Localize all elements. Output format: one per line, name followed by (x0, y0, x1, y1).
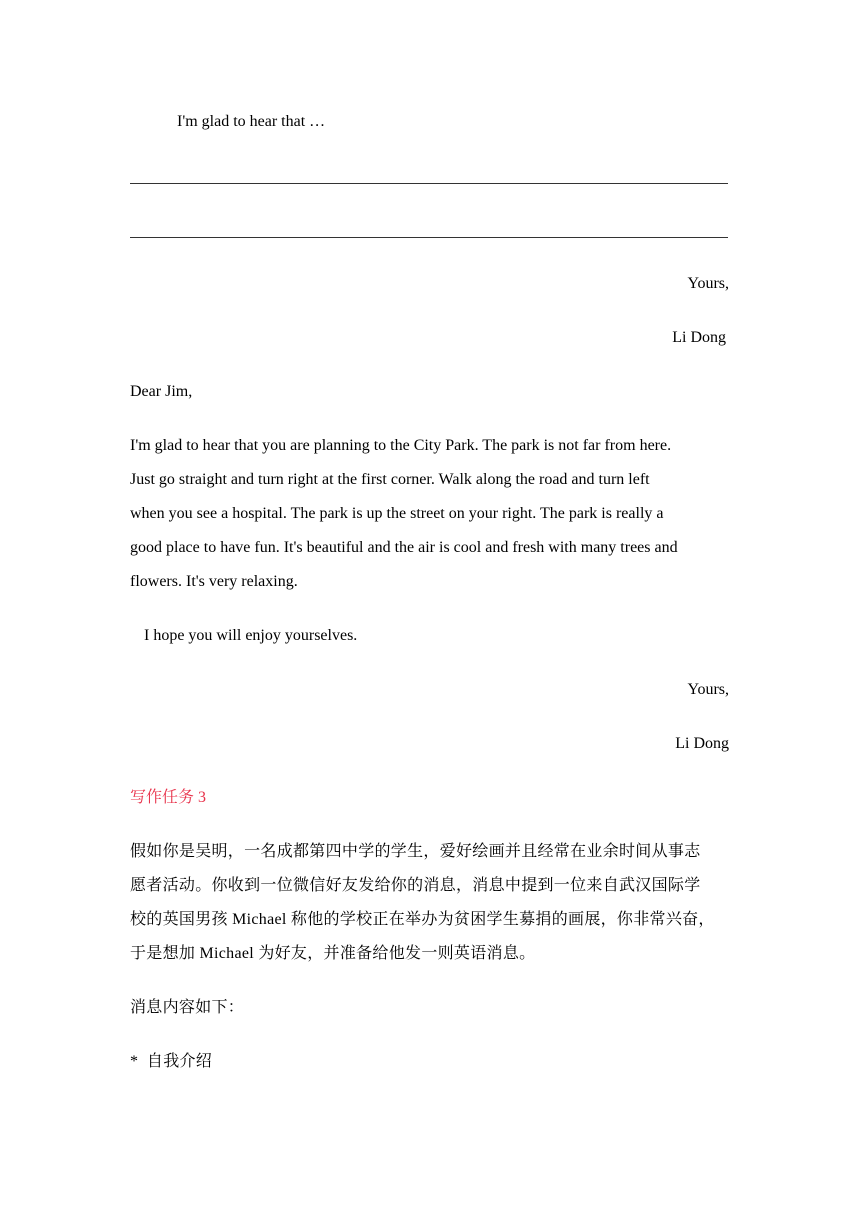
letter-salutation: Dear Jim, (130, 383, 193, 400)
letter-closing: Yours, (687, 681, 729, 698)
letter-signature: Li Dong (675, 735, 729, 752)
task-heading: 写作任务 3 (130, 789, 207, 806)
task-prompt-line: 校的英国男孩 Michael 称他的学校正在举办为贫困学生募捐的画展，你非常兴奋， (130, 911, 715, 928)
letter-body-line: I'm glad to hear that you are planning to the City Park. The park is not far from here. (130, 437, 672, 454)
template-signature: Li Dong (672, 329, 726, 346)
content-intro: 消息内容如下： (130, 999, 245, 1016)
letter-body-line: good place to have fun. It's beautiful and the air is cool and fresh with many trees and (130, 539, 678, 556)
letter-body-line: when you see a hospital. The park is up the street on your right. The park is really a (130, 505, 664, 522)
task-prompt-line: 于是想加 Michael 为好友，并准备给他发一则英语消息。 (130, 945, 536, 962)
writing-line-1 (130, 183, 728, 184)
template-opening: I'm glad to hear that … (177, 113, 326, 130)
writing-line-2 (130, 237, 728, 238)
letter-body-line: Just go straight and turn right at the first corner. Walk along the road and turn left (130, 471, 650, 488)
task-prompt-line: 假如你是吴明，一名成都第四中学的学生，爱好绘画并且经常在业余时间从事志 (130, 843, 701, 860)
letter-wish: I hope you will enjoy yourselves. (144, 627, 358, 644)
content-bullet: * 自我介绍 (130, 1053, 213, 1070)
letter-body-line: flowers. It's very relaxing. (130, 573, 298, 590)
template-closing: Yours, (687, 275, 729, 292)
task-prompt-line: 愿者活动。你收到一位微信好友发给你的消息，消息中提到一位来自武汉国际学 (130, 877, 701, 894)
